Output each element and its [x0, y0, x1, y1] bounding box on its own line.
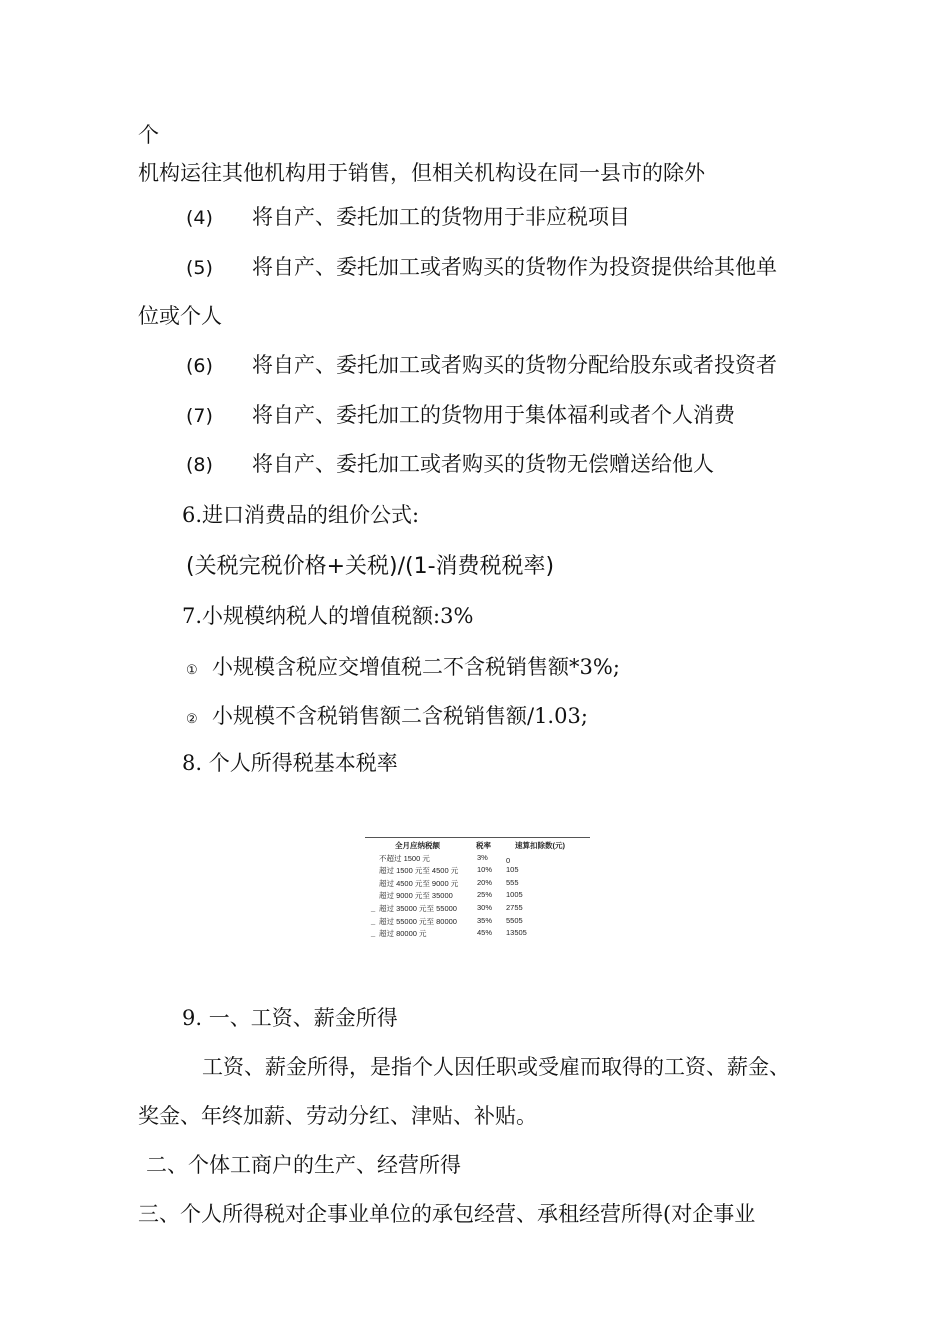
table-row	[365, 928, 590, 941]
tax-rate-table	[365, 837, 590, 941]
paragraph-line: 奖金、年终加薪、劳动分红、津贴、补贴。	[138, 1104, 537, 1128]
item-number: (7)	[186, 405, 213, 427]
section-heading: 7.小规模纳税人的增值税额:3%	[182, 604, 474, 628]
item-text: 小规模含税应交增值税二不含税销售额*3%;	[212, 655, 620, 679]
item-number: (8)	[186, 454, 213, 476]
section-heading: 6.进口消费品的组价公式:	[182, 503, 420, 527]
table-cell: 45%	[477, 928, 493, 938]
table-row	[365, 890, 590, 903]
table-row	[365, 853, 590, 866]
table-cell: 超过 35000 元至 55000	[379, 903, 457, 913]
item-text: 将自产、委托加工或者购买的货物无偿赠送给他人	[252, 452, 714, 476]
section-heading: 8. 个人所得税基本税率	[182, 751, 398, 775]
circled-number-2: ②	[186, 712, 198, 727]
table-cell: 30%	[477, 902, 493, 912]
list-item	[186, 703, 588, 733]
list-item	[186, 402, 735, 429]
row-dash-mark: _	[371, 902, 376, 912]
item-text: 将自产、委托加工或者购买的货物作为投资提供给其他单	[252, 255, 777, 279]
paragraph-line: 二、个体工商户的生产、经营所得	[146, 1153, 461, 1177]
table-cell: 105	[506, 865, 519, 875]
formula: (关税完税价格+关税)/(1-消费税税率)	[186, 554, 555, 579]
table-cell: 1005	[506, 890, 523, 900]
text-line: 个	[138, 123, 159, 147]
table-cell: 13505	[506, 928, 527, 938]
table-cell: 555	[506, 877, 519, 887]
table-row	[365, 865, 590, 878]
row-dash-mark: _	[371, 915, 376, 925]
item-number: (5)	[186, 257, 213, 279]
header-cell: 全月应纳税额	[395, 841, 440, 850]
table-cell: 超过 55000 元至 80000	[379, 916, 457, 926]
table-cell: 3%	[477, 852, 488, 862]
table-cell: 0	[506, 855, 511, 865]
text-line: 机构运往其他机构用于销售，但相关机构设在同一县市的除外	[138, 161, 705, 185]
table-cell: 超过 1500 元至 4500 元	[379, 866, 459, 876]
table-cell: 超过 4500 元至 9000 元	[379, 878, 459, 888]
item-number: (6)	[186, 355, 213, 377]
table-cell: 2755	[506, 902, 523, 912]
table-header-row	[365, 840, 590, 853]
table-cell: 20%	[477, 877, 493, 887]
table-row	[365, 878, 590, 891]
table-cell: 5505	[506, 915, 523, 925]
circled-number-1: ①	[186, 663, 198, 678]
list-item	[186, 254, 777, 281]
item-text: 将自产、委托加工或者购买的货物分配给股东或者投资者	[252, 353, 777, 377]
item-text: 小规模不含税销售额二含税销售额/1.03;	[212, 704, 588, 728]
section-heading: 9. 一、工资、薪金所得	[182, 1006, 398, 1030]
table-cell: 25%	[477, 890, 493, 900]
list-item	[186, 204, 630, 231]
table-cell: 超过 9000 元至 35000	[379, 891, 453, 901]
list-item	[186, 451, 714, 478]
paragraph-line: 工资、薪金所得，是指个人因任职或受雇而取得的工资、薪金、	[202, 1055, 790, 1079]
table-row	[365, 903, 590, 916]
list-item	[186, 654, 620, 684]
item-text: 将自产、委托加工的货物用于集体福利或者个人消费	[252, 403, 735, 427]
table-top-rule	[365, 837, 590, 838]
table-cell: 35%	[477, 915, 493, 925]
table-cell: 超过 80000 元	[379, 929, 427, 939]
row-dash-mark: _	[371, 928, 376, 938]
item-number: (4)	[186, 207, 213, 229]
paragraph-line: 三、个人所得税对企事业单位的承包经营、承租经营所得(对企事业	[138, 1202, 756, 1226]
table-cell: 10%	[477, 865, 493, 875]
list-item	[186, 352, 777, 379]
text-line: 位或个人	[138, 304, 222, 328]
item-text: 将自产、委托加工的货物用于非应税项目	[252, 205, 630, 229]
header-cell: 税率	[476, 841, 491, 850]
table-row	[365, 916, 590, 929]
table-cell: 不超过 1500 元	[379, 853, 430, 863]
header-cell: 速算扣除数(元)	[515, 841, 565, 850]
